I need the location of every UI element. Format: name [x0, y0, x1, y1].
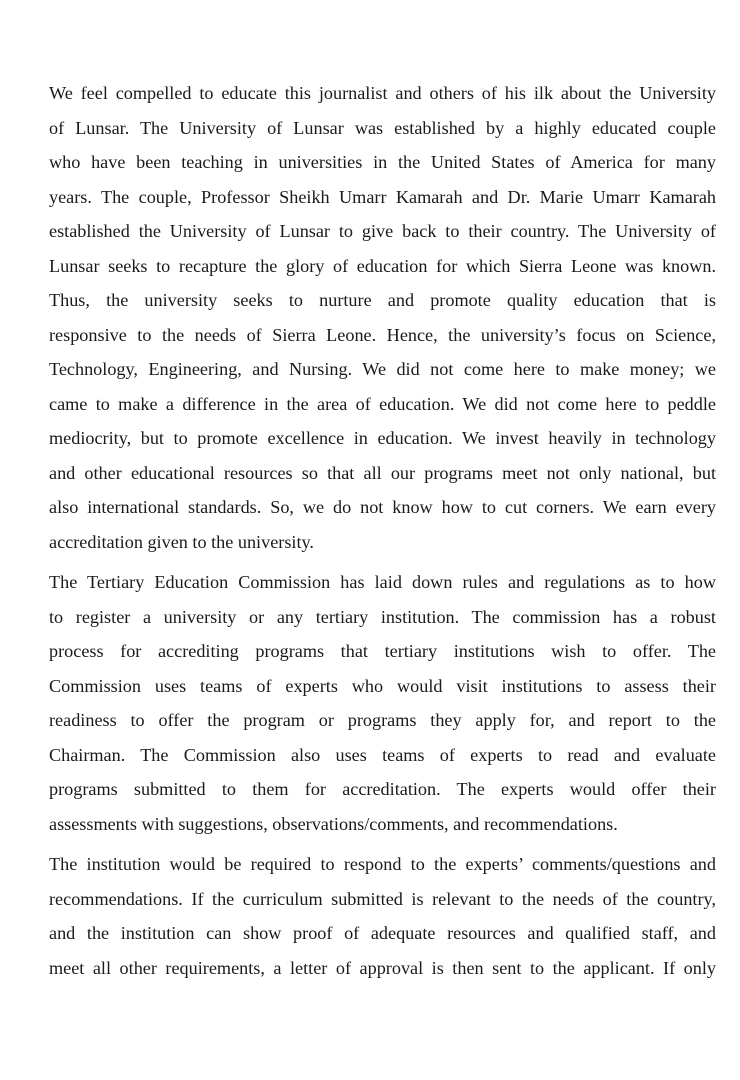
- text-line: also international standards. So, we do not know how to cut corners. We earn every: [49, 497, 716, 517]
- text-line: established the University of Lunsar to give back to their country. The University of: [49, 221, 716, 241]
- text-line: Commission uses teams of experts who would visit institutions to assess their: [49, 675, 716, 696]
- text-line: Lunsar seeks to recapture the glory of education for which Sierra Leone was known.: [49, 255, 716, 276]
- text-line: accreditation given to the university.: [49, 531, 314, 552]
- text-line: recommendations. If the curriculum submitted is relevant to the needs of the country,: [49, 888, 716, 909]
- text-line: and the institution can show proof of adequate resources and qualified staff, and: [49, 923, 716, 943]
- text-line: to register a university or any tertiary institution. The commission has a robust: [49, 606, 716, 627]
- paragraph-university-of-lunsar: [49, 76, 716, 559]
- text-line: We feel compelled to educate this journalist and others of his ilk about the University: [49, 83, 716, 103]
- text-line: meet all other requirements, a letter of approval is then sent to the applicant. If only: [49, 957, 716, 978]
- paragraph-institution-response: [49, 847, 716, 985]
- text-line: mediocrity, but to promote excellence in education. We invest heavily in technology: [49, 428, 716, 448]
- text-line: assessments with suggestions, observations/comments, and recommendations.: [49, 813, 618, 834]
- text-line: came to make a difference in the area of education. We did not come here to peddle: [49, 393, 716, 414]
- text-line: years. The couple, Professor Sheikh Umarr Kamarah and Dr. Marie Umarr Kamarah: [49, 186, 716, 207]
- text-line: responsive to the needs of Sierra Leone. Hence, the university’s focus on Science,: [49, 324, 716, 345]
- text-line: The Tertiary Education Commission has laid down rules and regulations as to how: [49, 572, 716, 592]
- text-line: readiness to offer the program or programs they apply for, and report to the: [49, 710, 716, 730]
- text-line: The institution would be required to respond to the experts’ comments/questions and: [49, 854, 716, 874]
- text-line: Chairman. The Commission also uses teams of experts to read and evaluate: [49, 744, 716, 765]
- paragraph-tertiary-education-commission: [49, 565, 716, 841]
- text-line: programs submitted to them for accreditation. The experts would offer their: [49, 779, 716, 799]
- text-line: Thus, the university seeks to nurture and promote quality education that is: [49, 290, 716, 310]
- text-line: Technology, Engineering, and Nursing. We did not come here to make money; we: [49, 359, 716, 379]
- text-line: of Lunsar. The University of Lunsar was established by a highly educated couple: [49, 117, 716, 138]
- text-line: process for accrediting programs that tertiary institutions wish to offer. The: [49, 641, 716, 661]
- text-line: who have been teaching in universities in the United States of America for many: [49, 152, 716, 172]
- document-page: [49, 76, 716, 991]
- text-line: and other educational resources so that all our programs meet not only national, but: [49, 462, 716, 483]
